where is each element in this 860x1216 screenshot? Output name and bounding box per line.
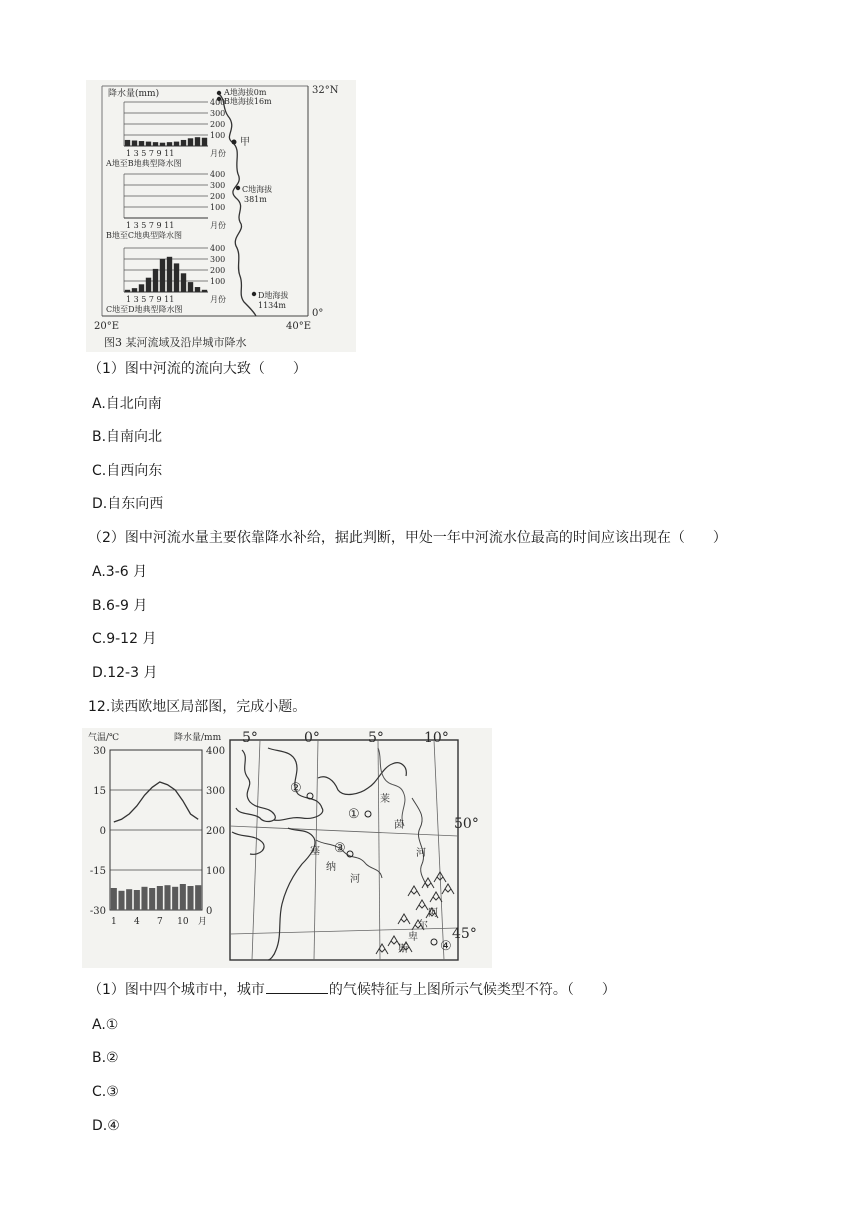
q11-sub2-option-c[interactable]: C.9-12 月	[92, 631, 157, 647]
precip-bar	[167, 257, 172, 292]
precip-bar	[187, 886, 193, 910]
y-tick-label: 200	[210, 266, 226, 275]
precip-bar	[181, 140, 186, 146]
q12-sub1-before: （1）图中四个城市中，城市	[88, 982, 265, 998]
y-tick-label: 100	[210, 203, 226, 212]
y-tick-label: 400	[210, 170, 226, 179]
map-lat-45: 45°	[452, 926, 477, 942]
q12-sub1-stem	[88, 981, 616, 999]
precip-bar	[111, 888, 117, 910]
precip-tick-label: 100	[206, 866, 226, 877]
precip-bar	[188, 282, 193, 292]
lat-bottom-label: 0°	[312, 308, 324, 319]
y-tick-label: 300	[210, 255, 226, 264]
map-lat-50: 50°	[454, 816, 479, 832]
panel-caption: C地至D地典型降水图	[106, 305, 183, 314]
figure1-caption: 图3 某河流域及沿岸城市降水	[104, 336, 247, 349]
river-basin-map	[86, 80, 356, 352]
precip-bar	[153, 142, 158, 146]
precip-tick-label: 0	[206, 906, 213, 917]
lat-top-label: 32°N	[312, 85, 339, 96]
precip-bar	[146, 278, 151, 292]
map-lon-5w: 5°	[242, 730, 258, 746]
month-unit-label: 月份	[210, 221, 226, 230]
month-unit-label: 月	[198, 917, 208, 927]
river-label-a: A地海拔0m	[224, 88, 267, 97]
map-lon-0: 0°	[304, 730, 320, 746]
precip-axis-label: 降水量(mm)	[108, 89, 160, 99]
precip-axis-label-2: 降水量/mm	[174, 733, 222, 743]
precip-bar	[141, 887, 147, 910]
y-tick-label: 200	[210, 120, 226, 129]
precip-bar	[164, 885, 170, 910]
river-label-d2: 1134m	[258, 301, 286, 310]
precip-bar	[174, 142, 179, 146]
temp-tick-label: -30	[89, 906, 106, 917]
q11-sub1-option-b[interactable]: B.自南向北	[92, 429, 163, 445]
precip-bar	[125, 140, 130, 146]
alps-label-2: 尔	[418, 920, 428, 931]
y-tick-label: 300	[210, 109, 226, 118]
city-2: ②	[290, 781, 302, 796]
q12-sub1-option-b[interactable]: B.②	[92, 1050, 119, 1066]
precip-tick-label: 400	[206, 746, 226, 757]
precip-bar	[167, 142, 172, 146]
precip-bar	[139, 141, 144, 146]
temp-tick-label: -15	[89, 866, 106, 877]
precip-bar	[160, 143, 165, 146]
precip-bar	[125, 290, 130, 292]
precip-bar	[181, 273, 186, 292]
rhine-label-3: 河	[416, 848, 426, 859]
rhine-label-2: 茵	[394, 820, 404, 831]
month-tick-label: 7	[156, 917, 163, 927]
y-tick-label: 400	[210, 244, 226, 253]
temp-tick-label: 0	[99, 826, 106, 837]
map-lon-5e: 5°	[368, 730, 384, 746]
city-3: ③	[334, 841, 346, 856]
precip-bar	[146, 142, 151, 146]
precip-bar	[180, 884, 186, 910]
climate-and-map	[82, 728, 492, 968]
month-unit-label: 月份	[210, 295, 226, 304]
precip-bar	[174, 263, 179, 292]
q11-sub2-option-a[interactable]: A.3-6 月	[92, 564, 148, 580]
month-tick-label: 4	[133, 917, 140, 927]
west-europe-figure	[82, 728, 492, 968]
panel-caption: B地至C地典型降水图	[106, 231, 182, 240]
precip-bar	[202, 290, 207, 292]
q11-sub1-option-d[interactable]: D.自东向西	[92, 496, 164, 512]
precip-bar	[188, 138, 193, 146]
q11-sub1-stem: （1）图中河流的流向大致（ ）	[88, 361, 307, 377]
q12-sub1-after: 的气候特征与上图所示气候类型不符。（ ）	[328, 982, 616, 998]
seine-label-1: 塞	[310, 846, 320, 857]
city-1: ①	[348, 807, 360, 822]
month-tick-label: 1	[110, 917, 117, 927]
precip-bar	[195, 137, 200, 146]
alps-label-3: 卑	[408, 932, 418, 943]
q12-sub1-option-c[interactable]: C.③	[92, 1084, 119, 1100]
temp-tick-label: 30	[93, 746, 106, 757]
precip-bar	[149, 888, 155, 910]
precip-bar	[126, 889, 132, 910]
q11-sub2-option-d[interactable]: D.12-3 月	[92, 665, 158, 681]
answer-blank[interactable]	[266, 981, 328, 994]
lon-left-label: 20°E	[94, 321, 120, 332]
q11-sub2-option-b[interactable]: B.6-9 月	[92, 598, 148, 614]
y-tick-label: 300	[210, 181, 226, 190]
river-label-c2: 381m	[244, 195, 267, 204]
precip-bar	[195, 287, 200, 292]
precip-bar	[195, 885, 201, 910]
q12-sub1-option-a[interactable]: A.①	[92, 1017, 119, 1033]
q11-sub2-stem: （2）图中河流水量主要依靠降水补给，据此判断，甲处一年中河流水位最高的时间应该出现在（ ）	[88, 530, 727, 546]
precip-bar	[132, 288, 137, 292]
seine-label-2: 纳	[326, 862, 336, 873]
river-label-c1: C地海拔	[242, 185, 273, 194]
alps-label-1: 阿	[428, 908, 438, 919]
month-tick-labels: 1 3 5 7 9 11	[126, 149, 175, 158]
month-tick-labels: 1 3 5 7 9 11	[126, 221, 175, 230]
y-tick-label: 400	[210, 98, 226, 107]
city-4: ④	[440, 939, 452, 954]
river-basin-figure	[86, 80, 356, 352]
precip-bar	[139, 284, 144, 292]
month-tick-label: 10	[177, 917, 189, 927]
q12-title: 12.读西欧地区局部图，完成小题。	[88, 699, 307, 715]
precip-bar	[118, 891, 124, 910]
temp-axis-label: 气温/℃	[88, 733, 120, 743]
q11-sub1-option-a[interactable]: A.自北向南	[92, 396, 162, 412]
y-tick-label: 100	[210, 131, 226, 140]
q11-sub1-option-c[interactable]: C.自西向东	[92, 463, 163, 479]
precip-bar	[202, 138, 207, 146]
precip-bar	[160, 259, 165, 292]
panel-caption: A地至B地典型降水图	[106, 159, 182, 168]
seine-label-3: 河	[350, 874, 360, 885]
y-tick-label: 100	[210, 277, 226, 286]
precip-tick-label: 200	[206, 826, 226, 837]
map-lon-10e: 10°	[424, 730, 449, 746]
precip-bar	[153, 269, 158, 292]
month-unit-label: 月份	[210, 149, 226, 158]
temp-tick-label: 15	[93, 786, 106, 797]
month-tick-labels: 1 3 5 7 9 11	[126, 295, 175, 304]
river-label-b: B地海拔16m	[224, 97, 272, 106]
precip-bar	[132, 141, 137, 147]
precip-bar	[157, 886, 163, 910]
river-label-d1: D地海拔	[258, 291, 289, 300]
alps-label-4: 斯	[398, 944, 408, 955]
lon-right-label: 40°E	[286, 321, 312, 332]
rhine-label-1: 莱	[380, 794, 390, 805]
river-label-jia: 甲	[240, 137, 250, 148]
q12-sub1-option-d[interactable]: D.④	[92, 1118, 120, 1134]
precip-tick-label: 300	[206, 786, 226, 797]
precip-bar	[172, 887, 178, 910]
y-tick-label: 200	[210, 192, 226, 201]
precip-bar	[134, 890, 140, 910]
